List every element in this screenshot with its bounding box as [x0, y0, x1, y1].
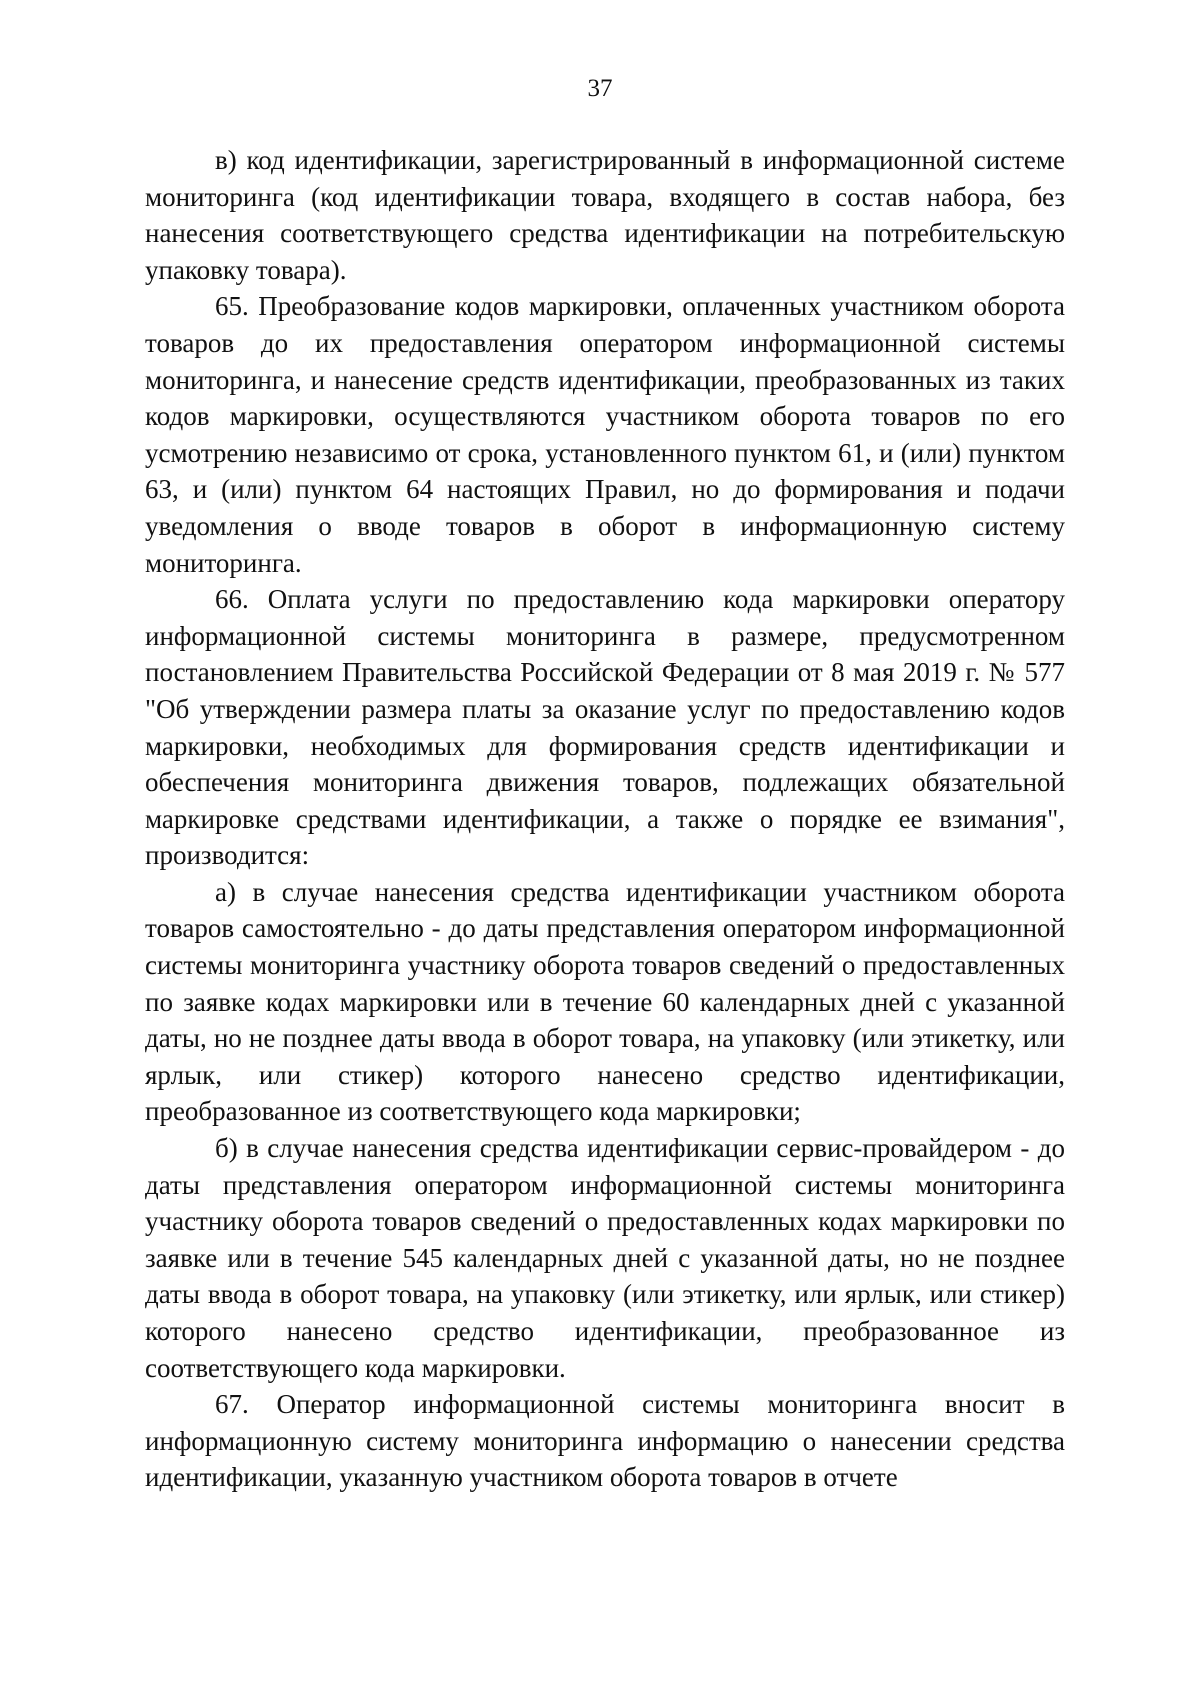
- paragraph-item-v: в) код идентификации, зарегистрированный в информационной системе мониторинга (код идентификации товара, входящего в состав набора, без нанесения соответствующего средства идентификации на потребительскую упаковку товара).: [145, 145, 1065, 285]
- paragraph-67: 67. Оператор информационной системы мониторинга вносит в информационную систему мониторинга информацию о нанесении средства идентификации, указанную участником оборота товаров в отчете: [145, 1389, 1065, 1493]
- paragraph-65: 65. Преобразование кодов маркировки, оплаченных участником оборота товаров до их предоставления оператором информационной системы мониторинга, и нанесение средств идентификации, преобразованных из таких кодов маркировки, осуществляются участником оборота товаров по его усмотрению независимо от срока, установленного пунктом 61, и (или) пунктом 63, и (или) пунктом 64 настоящих Правил, но до формирования и подачи уведомления о вводе товаров в оборот в информационную систему мониторинга.: [145, 291, 1065, 578]
- document-body: [145, 142, 1065, 1496]
- page-number: 37: [587, 75, 613, 102]
- paragraph-item-b: б) в случае нанесения средства идентификации сервис-провайдером - до даты представления оператором информационной системы мониторинга участнику оборота товаров сведений о предоставленных кодах маркировки по заявке или в течение 545 календарных дней с указанной даты, но не позднее даты ввода в оборот товара, на упаковку (или этикетку, или ярлык, или стикер) которого нанесено средство идентификации, преобразованное из соответствующего кода маркировки.: [145, 1133, 1065, 1383]
- paragraph-66: 66. Оплата услуги по предоставлению кода маркировки оператору информационной системы мониторинга в размере, предусмотренном постановлением Правительства Российской Федерации от 8 мая 2019 г. № 577 "Об утверждении размера платы за оказание услуг по предоставлению кодов маркировки, необходимых для формирования средств идентификации и обеспечения мониторинга движения товаров, подлежащих обязательной маркировке средствами идентификации, а также о порядке ее взимания", производится:: [145, 584, 1065, 871]
- paragraph-item-a: а) в случае нанесения средства идентификации участником оборота товаров самостоятельно - до даты представления оператором информационной системы мониторинга участнику оборота товаров сведений о предоставленных по заявке кодах маркировки или в течение 60 календарных дней с указанной даты, но не позднее даты ввода в оборот товара, на упаковку (или этикетку, или ярлык, или стикер) которого нанесено средство идентификации, преобразованное из соответствующего кода маркировки;: [145, 876, 1065, 1127]
